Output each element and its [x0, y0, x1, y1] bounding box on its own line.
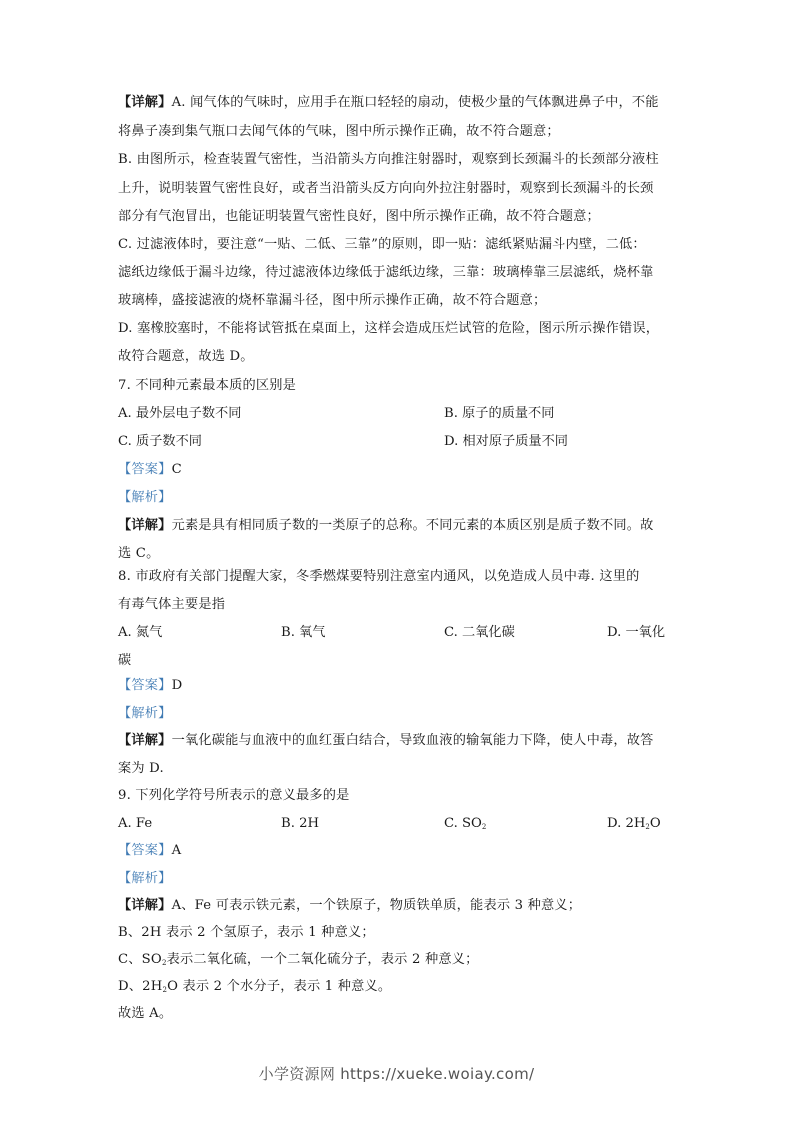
detail-prev-line-8: 玻璃棒，盛接滤液的烧杯靠漏斗径，图中所示操作正确，故不符合题意；: [118, 293, 547, 308]
q9-answer: [118, 842, 181, 860]
q9-option-d: D. $2H_2O$: [607, 816, 661, 831]
detail-tag: 【详解】: [118, 733, 172, 748]
q7-detail-line-2: 选 C。: [118, 546, 160, 561]
q8-detail-line-1: 【详解】一氧化碳能与血液中的血红蛋白结合，导致血液的输氧能力下降，使人中毒，故答: [118, 733, 654, 748]
q9-stem: 9. 下列化学符号所表示的意义最多的是: [118, 788, 350, 803]
answer-value: C: [171, 462, 182, 477]
detail-prev-line-6: C. 过滤液体时，要注意“一贴、二低、三靠”的原则，即一贴：滤纸紧贴漏斗内壁，二低：: [118, 237, 646, 252]
q8-option-d: D. 一氧化: [607, 625, 666, 640]
answer-tag: 【答案】: [118, 462, 172, 477]
detail-prev-line-1: 【详解】A. 闻气体的气味时，应用手在瓶口轻轻的扇动，使极少量的气体飘进鼻子中，不能: [118, 95, 659, 110]
detail-prev-line-9: D. 塞橡胶塞时，不能将试管抵在桌面上，这样会造成压烂试管的危险，图示所示操作错误，: [118, 321, 660, 336]
q7-detail-line-1: 【详解】元素是具有相同质子数的一类原子的总称。不同元素的本质区别是质子数不同。故: [118, 518, 654, 533]
q8-option-d-wrap: 碳: [118, 653, 132, 668]
answer-value: D: [171, 678, 183, 693]
q8-stem-line-1: 8. 市政府有关部门提醒大家，冬季燃煤要特别注意室内通风，以免造成人员中毒. 这里的: [118, 569, 640, 584]
q8-option-a: A. 氮气: [118, 625, 163, 640]
q9-conclusion: 故选 A。: [118, 1006, 173, 1021]
q7-analysis-tag: 【解析】: [118, 490, 172, 505]
detail-tag: 【详解】: [118, 518, 172, 533]
answer-value: A: [171, 843, 182, 858]
q8-stem-line-2: 有毒气体主要是指: [118, 597, 226, 612]
q9-option-c: C. $SO_2$: [444, 816, 487, 831]
q9-option-a: A. Fe: [118, 816, 153, 831]
q8-option-c: C. 二氧化碳: [444, 625, 515, 640]
q8-analysis-tag: 【解析】: [118, 706, 172, 721]
q8-option-b: B. 氧气: [281, 625, 326, 640]
q7-option-a: A. 最外层电子数不同: [118, 406, 242, 421]
detail-prev-line-10: 故符合题意，故选 D。: [118, 349, 254, 364]
q8-answer: [118, 677, 182, 695]
q7-answer: [118, 461, 182, 479]
q9-analysis-tag: 【解析】: [118, 871, 172, 886]
detail-tag: 【详解】: [118, 898, 172, 913]
q7-option-d: D. 相对原子质量不同: [444, 434, 568, 449]
q9-detail-line-4: D、$2H_2O$ 表示 2 个水分子，表示 1 种意义。: [118, 979, 392, 994]
detail-prev-line-3: B. 由图所示，检查装置气密性，当沿箭头方向推注射器时，观察到长颈漏斗的长颈部分液柱: [118, 152, 659, 167]
q7-stem: 7. 不同种元素最本质的区别是: [118, 378, 297, 393]
q9-detail-line-1: 【详解】A、Fe 可表示铁元素，一个铁原子，物质铁单质，能表示 3 种意义；: [118, 898, 582, 913]
q7-option-b: B. 原子的质量不同: [444, 406, 555, 421]
q9-detail-line-3: C、$SO_2$表示二氧化硫，一个二氧化硫分子，表示 2 种意义；: [118, 952, 479, 967]
detail-tag: 【详解】: [118, 95, 172, 110]
footer-watermark: 小学资源网 https://xueke.woiay.com/: [258, 1065, 535, 1083]
answer-tag: 【答案】: [118, 843, 172, 858]
detail-prev-line-5: 部分有气泡冒出，也能证明装置气密性良好，图中所示操作正确，故不符合题意；: [118, 209, 600, 224]
q9-option-b: B. 2H: [281, 816, 319, 831]
q8-detail-line-2: 案为 D.: [118, 761, 164, 776]
q7-option-c: C. 质子数不同: [118, 434, 202, 449]
q9-detail-line-2: B、2H 表示 2 个氢原子，表示 1 种意义；: [118, 925, 375, 940]
detail-prev-line-2: 将鼻子凑到集气瓶口去闻气体的气味，图中所示操作正确，故不符合题意；: [118, 124, 560, 139]
answer-tag: 【答案】: [118, 678, 172, 693]
detail-prev-line-4: 上升，说明装置气密性良好，或者当沿箭头反方向向外拉注射器时，观察到长颈漏斗的长颈: [118, 181, 654, 196]
detail-prev-line-7: 滤纸边缘低于漏斗边缘，待过滤液体边缘低于滤纸边缘，三靠：玻璃棒靠三层滤纸，烧杯靠: [118, 265, 654, 280]
